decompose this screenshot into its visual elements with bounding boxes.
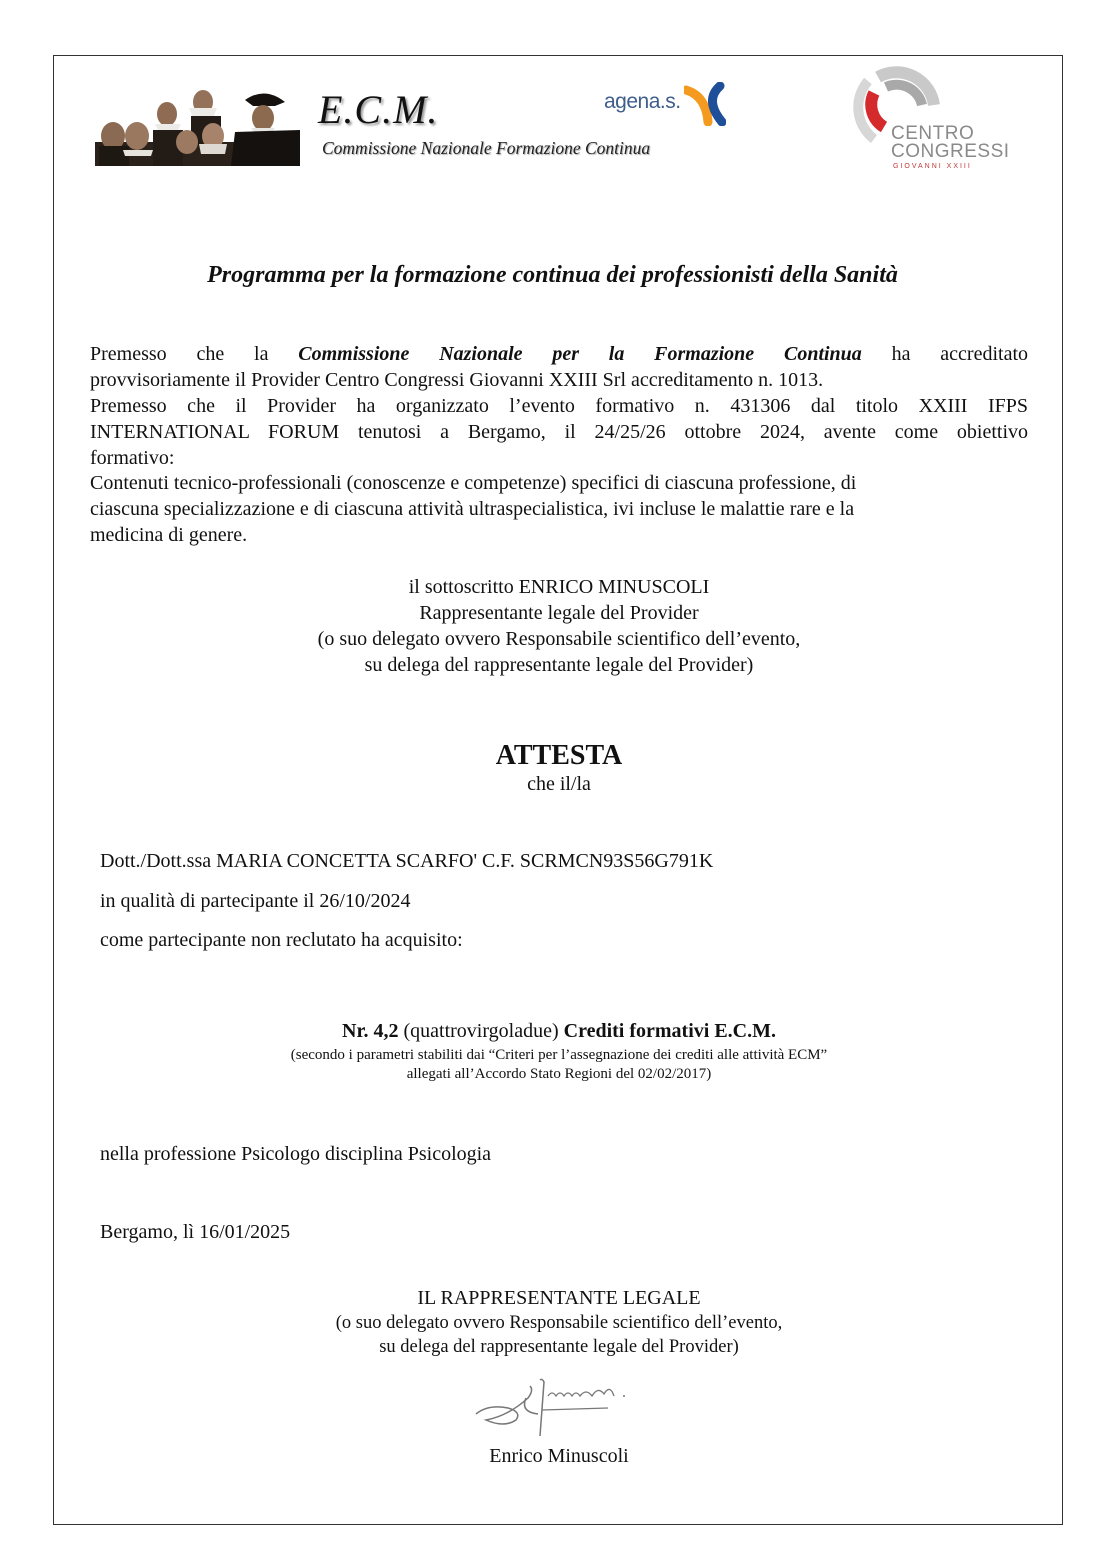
objective-line: ciascuna specializzazione e di ciascuna attività ultraspecialistica, ivi incluse le malattie rare e la [90,498,855,520]
premise-line: provvisoriamente il Provider Centro Congressi Giovanni XXIII Srl accreditamento n. 1013. [90,369,824,391]
premise-text: ha accreditato [861,343,1029,365]
signatory-name: Enrico Minuscoli [489,1445,629,1467]
centro-congressi-text-line2: CONGRESSI [891,141,1010,162]
agenas-logo-text: agena.s. [604,90,681,113]
participant-name: Dott./Dott.ssa MARIA CONCETTA SCARFO' C.F. SCRMCN93S56G791K [100,850,714,872]
undersigned-line: su delega del rappresentante legale del Provider) [364,654,754,676]
credits-words: (quattrovirgoladue) [398,1020,564,1042]
anatomy-lesson-painting-logo [95,84,300,166]
attesta-heading: ATTESTA [495,740,623,771]
objective-line: Contenuti tecnico-professionali (conoscenze e competenze) specifici di ciascuna professione, di [90,472,857,494]
commission-name: Commissione Nazionale per la Formazione Continua [298,343,862,365]
profession-line: nella professione Psicologo disciplina Psicologia [100,1143,492,1165]
credits-number: Nr. 4,2 [342,1020,399,1042]
place-date: Bergamo, lì 16/01/2025 [100,1221,291,1243]
credits-line [0,1020,1105,1043]
premise-text: Premesso che la [90,343,299,365]
signature-image [468,1368,648,1440]
participant-acquired: come partecipante non reclutato ha acquisito: [100,929,463,951]
program-title: Programma per la formazione continua dei professionisti della Sanità [207,262,898,288]
agenas-logo-icon [684,82,726,126]
credits-label: Crediti formativi E.C.M. [563,1020,776,1042]
premise-line: Premesso che il Provider ha organizzato l’evento formativo n. 431306 dal titolo XXIII IFPS [90,395,1028,417]
participant-role: in qualità di partecipante il 26/10/2024 [100,890,411,912]
undersigned-line: (o suo delegato ovvero Responsabile scientifico dell’evento, [317,628,801,650]
signatory-title: IL RAPPRESENTANTE LEGALE [417,1287,701,1309]
credits-note: (secondo i parametri stabiliti dai “Criteri per l’assegnazione dei crediti alle attività ECM” [290,1047,828,1063]
signatory-note: su delega del rappresentante legale del Provider) [379,1337,739,1357]
undersigned-line: il sottoscritto ENRICO MINUSCOLI [408,576,710,598]
premise-line [90,341,1028,367]
attesta-subheading: che il/la [527,773,591,795]
premise-line: INTERNATIONAL FORUM tenutosi a Bergamo, il 24/25/26 ottobre 2024, avente come obiettivo [90,421,1028,443]
centro-congressi-text-line1: CENTRO [891,123,975,144]
undersigned-line: Rappresentante legale del Provider [419,602,699,624]
objective-line: medicina di genere. [90,524,248,546]
credits-note: allegati all’Accordo Stato Regioni del 02/02/2017) [406,1066,712,1082]
premise-line: formativo: [90,447,175,469]
centro-congressi-text-line3: GIOVANNI XXIII [893,163,972,170]
signatory-note: (o suo delegato ovvero Responsabile scientifico dell’evento, [335,1313,783,1333]
ecm-logo-subtitle: Commissione Nazionale Formazione Continua [322,138,651,158]
ecm-logo-title: E.C.M. [318,87,439,132]
